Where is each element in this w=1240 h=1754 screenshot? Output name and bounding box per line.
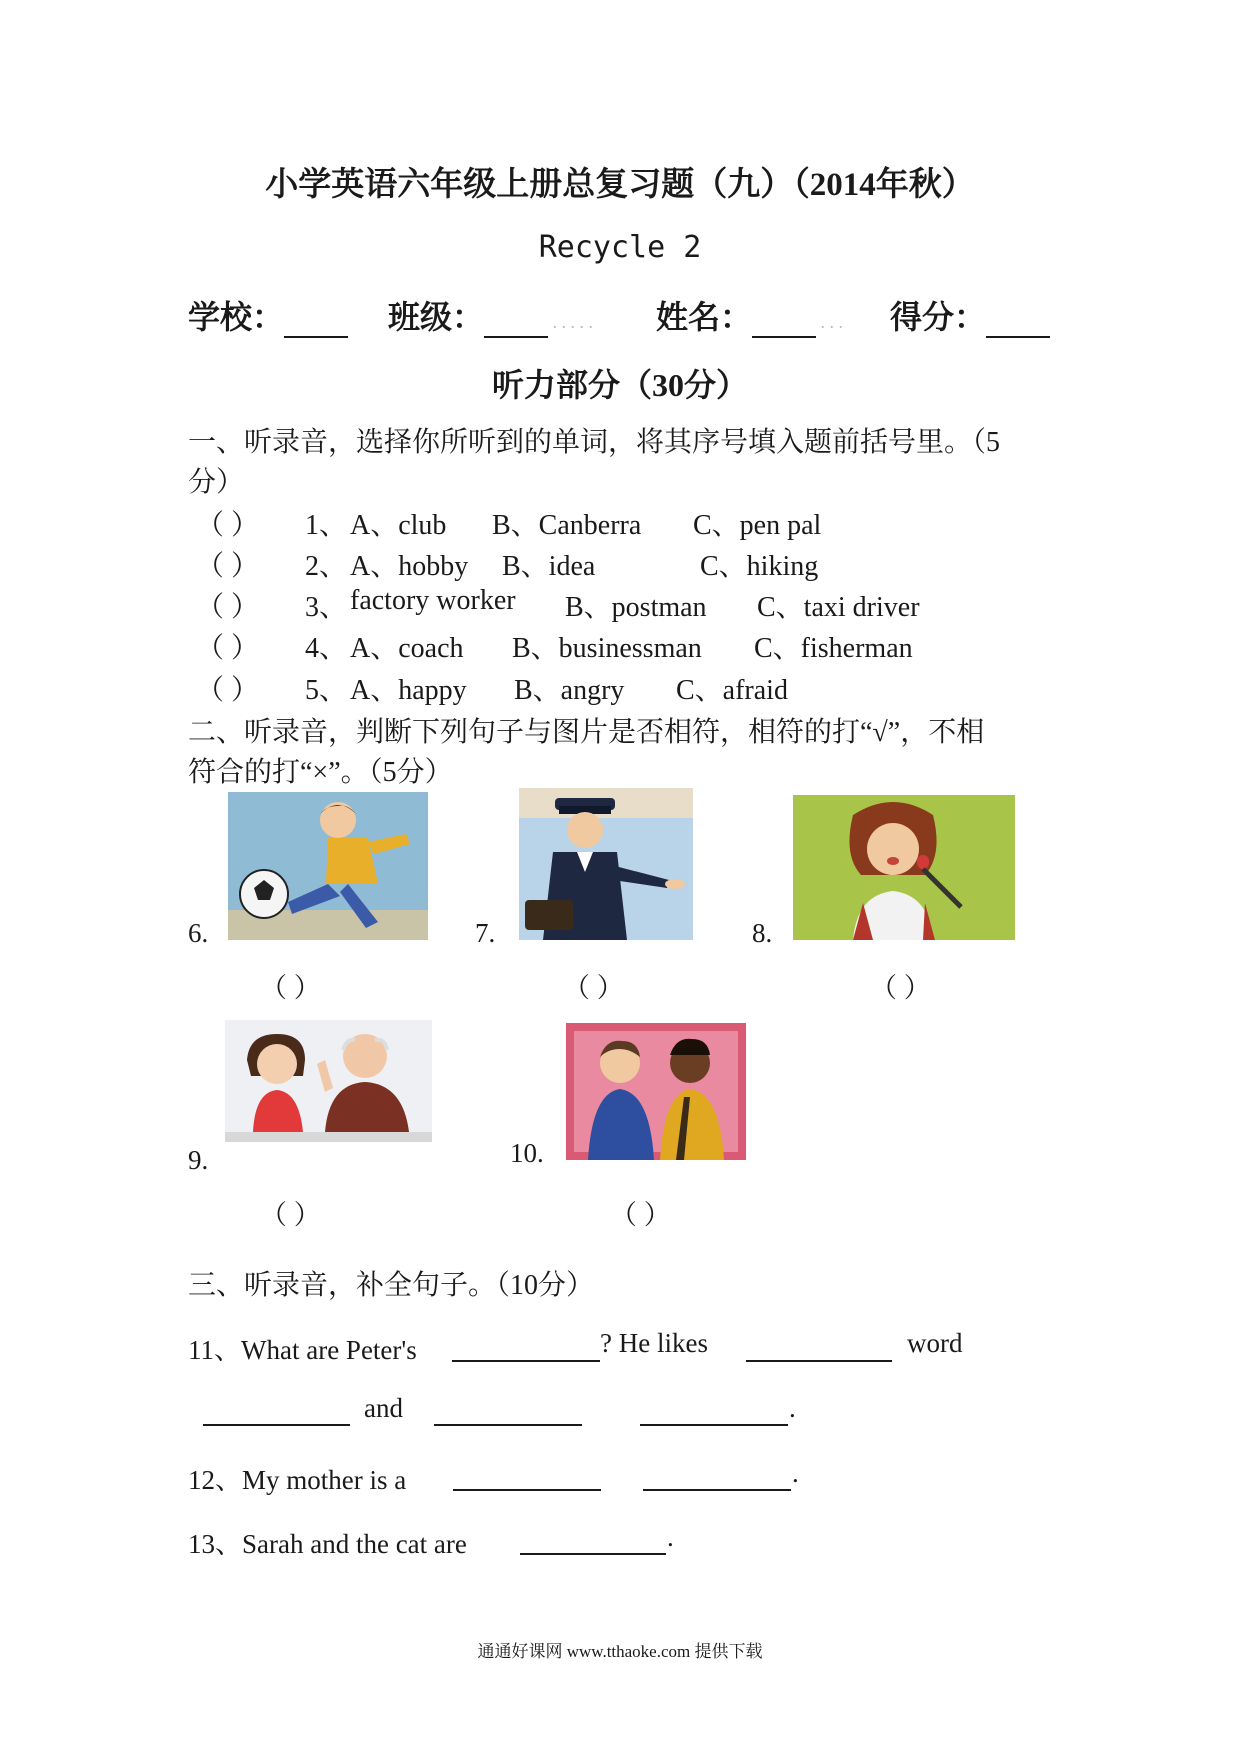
picture-two-boys-talking [566, 1023, 746, 1160]
question-number: 1、 [305, 510, 348, 541]
option-c: C、pen pal [693, 510, 822, 541]
item-number-6: 6. [188, 918, 209, 948]
name-dots: . . . [816, 312, 844, 332]
answer-paren[interactable]: （ ） [196, 551, 260, 582]
answer-paren-6[interactable]: （ ） [260, 973, 321, 1003]
answer-paren[interactable]: （ ） [196, 675, 260, 706]
q11-text-mid: ? He likes [600, 1328, 708, 1358]
q12-blank-1[interactable] [453, 1489, 601, 1491]
part1-instruction-line2: 分） [188, 467, 245, 498]
listening-section-title: 听力部分（30分） [491, 367, 748, 403]
option-a: A、coach [350, 633, 464, 664]
answer-paren-10[interactable]: （ ） [610, 1200, 671, 1230]
answer-paren-7[interactable]: （ ） [563, 973, 624, 1003]
question-number: 3、 [305, 592, 348, 623]
q11-blank-2[interactable] [746, 1360, 892, 1362]
option-b: B、Canberra [492, 510, 642, 541]
question-number: 5、 [305, 675, 348, 706]
part3-instruction: 三、听录音，补全句子。（10分） [188, 1270, 595, 1301]
q11-period: . [789, 1393, 796, 1423]
class-label: 班级： [388, 299, 485, 335]
answer-paren-9[interactable]: （ ） [260, 1200, 321, 1230]
answer-paren[interactable]: （ ） [196, 592, 260, 623]
score-blank[interactable] [986, 306, 1050, 338]
answer-paren[interactable]: （ ） [196, 510, 260, 541]
option-a: A、club [350, 510, 447, 541]
answer-paren[interactable]: （ ） [196, 633, 260, 664]
q12-blank-2[interactable] [643, 1489, 791, 1491]
option-c: C、fisherman [754, 633, 913, 664]
option-b: B、businessman [512, 633, 702, 664]
part2-instruction-line1: 二、听录音，判断下列句子与图片是否相符，相符的打“√”，不相 [188, 717, 985, 748]
picture-girl-singing [793, 795, 1015, 940]
q11-blank-5[interactable] [640, 1424, 788, 1426]
picture-postman [519, 788, 693, 940]
part2-instruction-line2: 符合的打“×”。（5分） [188, 757, 453, 788]
option-c: C、hiking [700, 551, 819, 582]
q11-blank-4[interactable] [434, 1424, 582, 1426]
item-number-7: 7. [475, 918, 496, 948]
name-blank[interactable] [752, 306, 816, 338]
item-number-9: 9. [188, 1145, 209, 1175]
option-a: factory worker [350, 585, 516, 616]
q11-and-text: and [364, 1393, 403, 1423]
option-a: A、hobby [350, 551, 469, 582]
picture-boy-playing-football [228, 792, 428, 940]
school-blank[interactable] [284, 306, 348, 338]
question-number: 4、 [305, 633, 348, 664]
q12-text-start: 12、My mother is a [188, 1465, 407, 1495]
school-label: 学校： [188, 299, 285, 335]
name-field [656, 292, 843, 338]
option-a: A、happy [350, 675, 467, 706]
score-label: 得分： [890, 299, 987, 335]
option-c: C、afraid [676, 675, 788, 706]
option-c: C、taxi driver [757, 592, 920, 623]
item-number-8: 8. [752, 918, 773, 948]
option-b: B、idea [502, 551, 596, 582]
footer-source-text: 通通好课网 www.tthaoke.com 提供下载 [477, 1642, 763, 1661]
q11-text-start: 11、What are Peter's [188, 1335, 417, 1365]
part1-instruction-line1: 一、听录音，选择你所听到的单词，将其序号填入题前括号里。（5 [188, 427, 1001, 458]
school-field [188, 292, 348, 338]
class-dots: . . . . . [548, 312, 594, 332]
class-blank[interactable] [484, 306, 548, 338]
picture-girl-and-grandfather-greeting [225, 1020, 432, 1142]
exam-subtitle: Recycle 2 [538, 230, 702, 265]
exam-title: 小学英语六年级上册总复习题（九）（2014年秋） [265, 167, 975, 203]
option-b: B、postman [565, 592, 707, 623]
class-field [388, 292, 593, 338]
name-label: 姓名： [656, 299, 753, 335]
q11-text-end: word [907, 1328, 963, 1358]
score-field [890, 292, 1050, 338]
q13-text-start: 13、Sarah and the cat are [188, 1529, 467, 1559]
q11-blank-3[interactable] [203, 1424, 350, 1426]
q13-period: . [667, 1522, 674, 1552]
question-number: 2、 [305, 551, 348, 582]
q13-blank-1[interactable] [520, 1553, 666, 1555]
q12-period: . [792, 1458, 799, 1488]
item-number-10: 10. [510, 1138, 544, 1168]
answer-paren-8[interactable]: （ ） [870, 973, 931, 1003]
q11-blank-1[interactable] [452, 1360, 600, 1362]
option-b: B、angry [514, 675, 625, 706]
